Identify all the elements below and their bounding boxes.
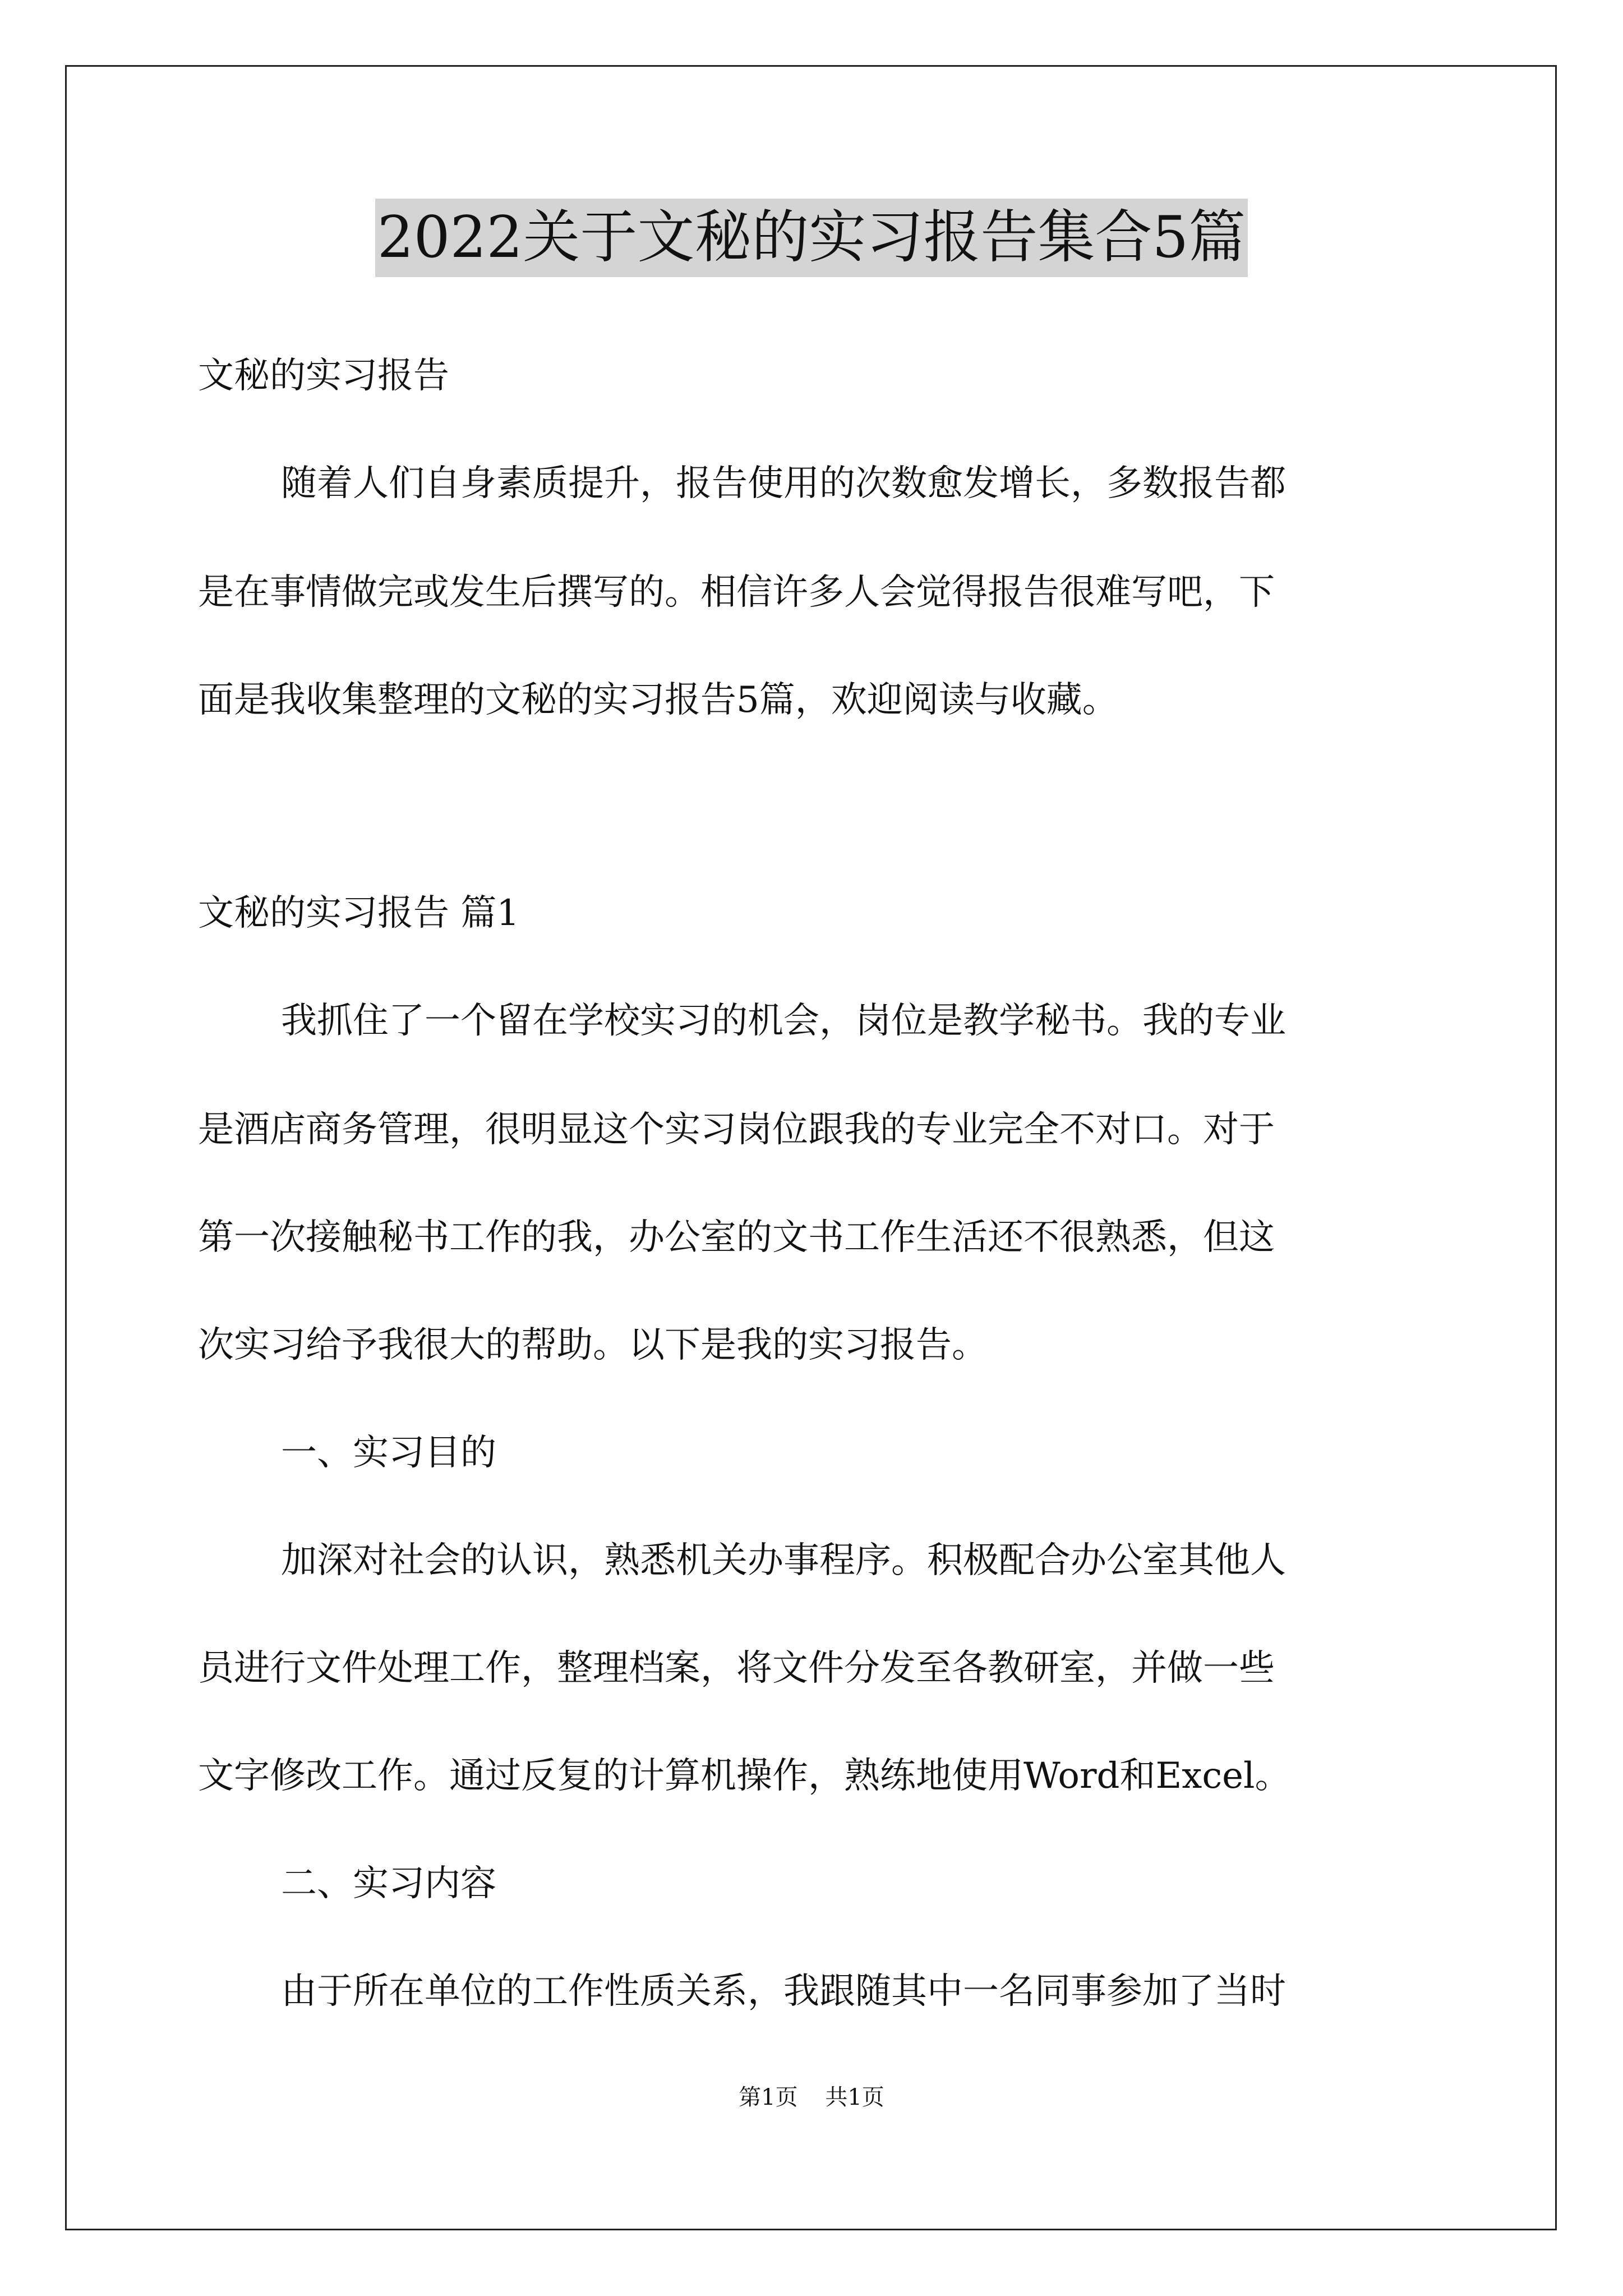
page-footer [0, 2083, 1623, 2111]
subheading-content: 二、实习内容 [281, 1863, 496, 1904]
subheading-purpose: 一、实习目的 [281, 1432, 496, 1474]
paragraph-line: 随着人们自身素质提升，报告使用的次数愈发增长，多数报告都 [281, 463, 1286, 504]
section-heading-intro: 文秘的实习报告 [198, 355, 449, 397]
paragraph-line: 我抓住了一个留在学校实习的机会，岗位是教学秘书。我的专业 [281, 1000, 1286, 1042]
paragraph-line: 由于所在单位的工作性质关系，我跟随其中一名同事参加了当时 [281, 1971, 1286, 2012]
paragraph-line: 是酒店商务管理，很明显这个实习岗位跟我的专业完全不对口。对于 [198, 1109, 1275, 1151]
section-heading-part1: 文秘的实习报告 篇1 [198, 892, 520, 934]
paragraph-line: 文字修改工作。通过反复的计算机操作，熟练地使用Word和Excel。 [198, 1755, 1291, 1797]
paragraph-line: 次实习给予我很大的帮助。以下是我的实习报告。 [198, 1324, 988, 1366]
paragraph-line: 加深对社会的认识，熟悉机关办事程序。积极配合办公室其他人 [281, 1540, 1286, 1581]
paragraph-line: 面是我收集整理的文秘的实习报告5篇，欢迎阅读与收藏。 [198, 679, 1118, 721]
paragraph-line: 第一次接触秘书工作的我，办公室的文书工作生活还不很熟悉，但这 [198, 1217, 1275, 1258]
paragraph-line: 员进行文件处理工作，整理档案，将文件分发至各教研室，并做一些 [198, 1648, 1275, 1689]
document-title: 2022关于文秘的实习报告集合5篇 [375, 199, 1248, 277]
page-total: 共1页 [825, 2085, 884, 2110]
page-number: 第1页 [739, 2085, 798, 2110]
title-container [0, 199, 1623, 277]
paragraph-line: 是在事情做完或发生后撰写的。相信许多人会觉得报告很难写吧，下 [198, 572, 1275, 613]
